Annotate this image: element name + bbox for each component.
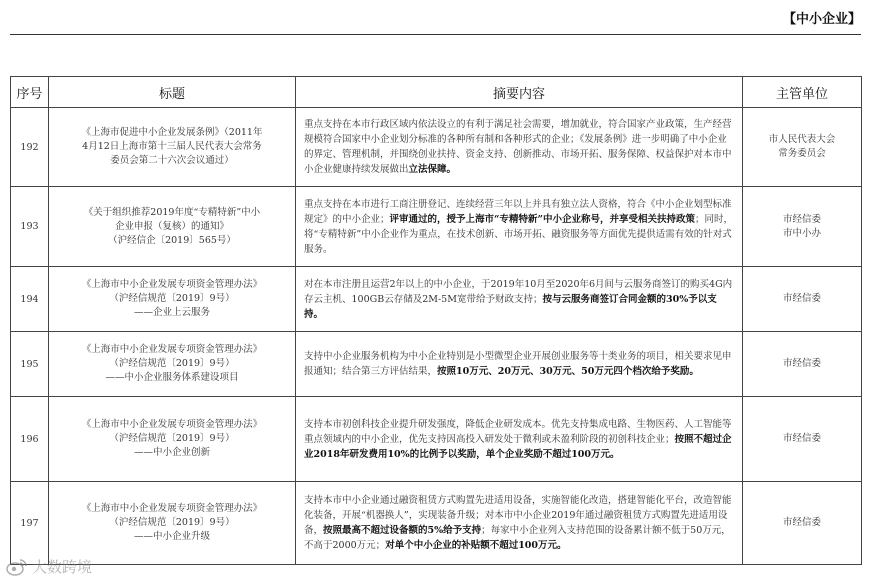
row-unit (743, 332, 862, 397)
table-row (11, 332, 862, 397)
row-title (49, 108, 296, 187)
header-divider (10, 34, 861, 35)
row-unit (743, 187, 862, 267)
title-line: 《上海市中小企业发展专项资金管理办法》 (81, 279, 263, 290)
unit-line: 市经信委 (782, 358, 821, 369)
row-index: 196 (11, 397, 49, 482)
row-title (49, 332, 296, 397)
title-line: 《上海市中小企业发展专项资金管理办法》 (81, 419, 263, 430)
summary-highlight: 按与云服务商签订合同金额的30%予以支持。 (304, 293, 717, 320)
summary-text: ；每家中小企业列入支持范围的设备累计额不低于50万元，不高于2000万元； (304, 525, 731, 551)
summary-text: 支持本市初创科技企业提升研发强度，降低企业研发成本。优先支持集成电路、生物医药、人工智能等重点领域内的中小企业，优先支持因高投入研发处于微利或未盈利阶段的初创科技企业； (304, 418, 732, 445)
title-line: 企业申报（复核）的通知》 (114, 220, 229, 232)
row-title (49, 397, 296, 482)
summary-highlight: 对单个中小企业的补贴额不超过100万元。 (385, 540, 567, 551)
row-summary (296, 108, 743, 187)
row-unit (743, 482, 862, 565)
table-row (11, 187, 862, 267)
unit-line: 市中小办 (782, 227, 821, 239)
row-index: 194 (11, 267, 49, 332)
unit-line: 市经信委 (782, 213, 821, 225)
title-line: （沪经信规范〔2019〕9号） (109, 517, 235, 528)
summary-highlight: 立法保障。 (408, 164, 457, 175)
summary-highlight: 按照10万元、20万元、30万元、50万元四个档次给予奖励。 (437, 366, 699, 377)
section-tag: 【中小企业】 (782, 12, 861, 27)
unit-line: 市经信委 (782, 433, 821, 444)
row-index: 192 (11, 108, 49, 187)
title-line: ——中小企业创新 (133, 447, 210, 458)
row-index: 195 (11, 332, 49, 397)
unit-line: 市人民代表大会 (768, 134, 836, 145)
unit-line: 市经信委 (782, 517, 821, 528)
title-line: 《关于组织推荐2019年度“专精特新”中小 (83, 206, 261, 218)
row-unit (743, 108, 862, 187)
summary-text: 重点支持在本市行政区域内依法设立的有利于满足社会需要，增加就业，符合国家产业政策，生产经营规模符合国家中小企业划分标准的各种所有制和各种形式的企业；《发展条例》进一步明确了中小企业的界定、管理机制，并围绕创业扶持、资金支持、创新推动、市场开拓、服务保障、权益保护对本市中小企业健康持续发展做出 (304, 119, 732, 175)
watermark-text: 大数跨境 (32, 558, 93, 576)
column-header-title: 标题 (49, 77, 296, 108)
title-line: ——中小企业服务体系建设项目 (105, 372, 239, 383)
summary-highlight: 按照不超过企业2018年研发费用10%的比例予以奖励，单个企业奖励不超过100万元。 (304, 433, 732, 460)
title-line: 《上海市促进中小企业发展条例》（2011年 (81, 127, 263, 138)
column-header-index: 序号 (11, 77, 49, 108)
table-header-row (11, 77, 862, 108)
row-summary (296, 187, 743, 267)
row-summary (296, 332, 743, 397)
row-unit (743, 267, 862, 332)
watermark (6, 556, 92, 577)
title-line: （沪经信企〔2019〕565号） (108, 234, 236, 246)
summary-text: 重点支持在本市进行工商注册登记、连续经营三年以上并具有独立法人资格，符合《中小企业划型标准规定》的中小企业； (304, 198, 732, 225)
column-header-unit: 主管单位 (743, 77, 862, 108)
title-line: 委员会第二十六次会议通过） (110, 155, 234, 166)
table-row (11, 482, 862, 565)
title-line: ——中小企业升级 (133, 531, 210, 542)
summary-highlight: 按照最高不超过设备额的5%给予支持 (323, 525, 482, 536)
row-index: 197 (11, 482, 49, 565)
row-unit (743, 397, 862, 482)
summary-text: 对在本市注册且运营2年以上的中小企业，于2019年10月至2020年6月间与云服务商签订的购买4G内存云主机、100GB云存储及2M-5M宽带给予财政支持； (304, 278, 733, 305)
title-line: （沪经信规范〔2019〕9号） (109, 293, 235, 304)
policy-table (10, 76, 862, 565)
title-line: ——企业上云服务 (133, 307, 210, 318)
summary-text: 支持中小企业服务机构为中小企业特别是小型微型企业开展创业服务等十类业务的项目，相关要求见申报通知；结合第三方评估结果， (304, 351, 732, 377)
summary-text: 支持本市中小企业通过融资租赁方式购置先进适用设备，实施智能化改造，搭建智能化平台，改造智能化装备，开展“机器换人”，实现装备升级；对本市中小企业2019年通过融资租赁方式购置先进适用设备， (304, 495, 732, 536)
unit-line: 常务委员会 (778, 148, 826, 159)
table-row (11, 397, 862, 482)
row-title (49, 187, 296, 267)
title-line: （沪经信规范〔2019〕9号） (109, 433, 235, 444)
row-index: 193 (11, 187, 49, 267)
row-summary (296, 267, 743, 332)
row-summary (296, 482, 743, 565)
weibo-logo-icon (6, 558, 28, 576)
title-line: 《上海市中小企业发展专项资金管理办法》 (81, 503, 263, 514)
summary-text: ；同时，将“专精特新”中小企业作为重点，在技术创新、市场开拓、融资服务等方面优先提供适需有效的针对式服务。 (304, 213, 733, 255)
unit-line: 市经信委 (782, 293, 821, 304)
table-row (11, 108, 862, 187)
title-line: 4月12日上海市第十三届人民代表大会常务 (82, 141, 262, 152)
row-title (49, 267, 296, 332)
row-title (49, 482, 296, 565)
title-line: 《上海市中小企业发展专项资金管理办法》 (81, 344, 263, 355)
table-row (11, 267, 862, 332)
title-line: （沪经信规范〔2019〕9号） (109, 358, 235, 369)
summary-highlight: 评审通过的，授予上海市“专精特新”中小企业称号，并享受相关扶持政策 (389, 213, 695, 225)
column-header-summary: 摘要内容 (296, 77, 743, 108)
row-summary (296, 397, 743, 482)
